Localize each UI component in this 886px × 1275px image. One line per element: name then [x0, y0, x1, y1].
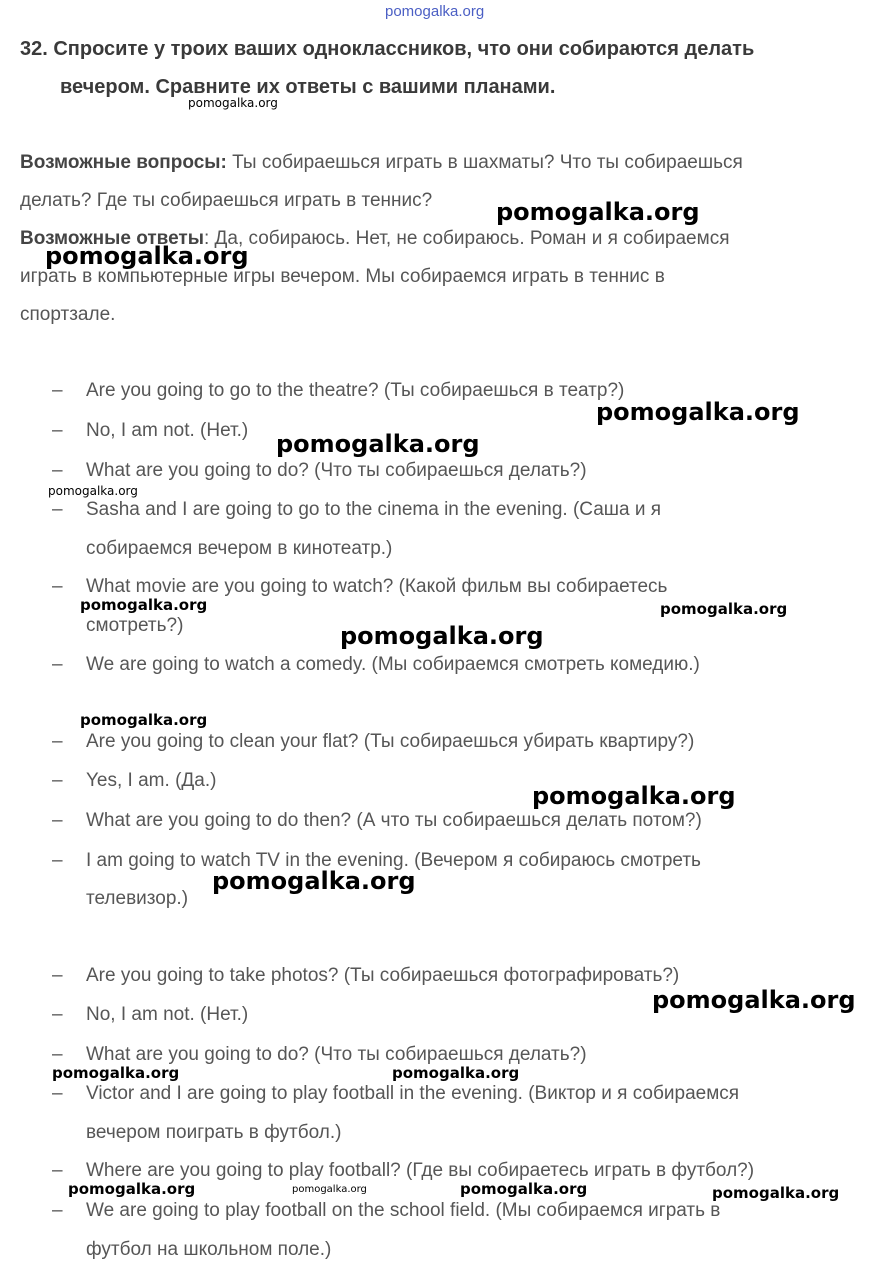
watermark: pomogalka.org: [292, 1184, 367, 1195]
watermark: pomogalka.org: [68, 1180, 196, 1198]
dialogue-3-line: We are going to play football on the school field. (Мы собираемся играть в: [86, 1200, 721, 1221]
dialogue-3-line: No, I am not. (Нет.): [86, 1004, 249, 1025]
answers-line-3: спортзале.: [20, 304, 116, 325]
answers-label: Возможные ответы: [20, 228, 204, 249]
dialogue-dash: –: [52, 731, 63, 752]
site-header[interactable]: pomogalka.org: [385, 3, 485, 20]
dialogue-1-line: собираемся вечером в кинотеатр.): [86, 538, 393, 559]
dialogue-2-line: What are you going to do then? (А что ты собираешься делать потом?): [86, 810, 702, 831]
watermark: pomogalka.org: [460, 1180, 588, 1198]
watermark: pomogalka.org: [532, 782, 736, 810]
dialogue-dash: –: [52, 576, 63, 597]
dialogue-3-line: Where are you going to play football? (Где вы собираетесь играть в футбол?): [86, 1160, 755, 1181]
questions-text: Ты собираешься играть в шахматы? Что ты собираешься: [226, 152, 743, 173]
questions-label: Возможные вопросы:: [20, 152, 227, 173]
dialogue-1-line: Are you going to go to the theatre? (Ты собираешься в театр?): [86, 380, 625, 401]
dialogue-1-line: Sasha and I are going to go to the cinema in the evening. (Саша и я: [86, 499, 662, 520]
dialogue-3-line: Victor and I are going to play football in the evening. (Виктор и я собираемся: [86, 1083, 740, 1104]
watermark: pomogalka.org: [392, 1064, 520, 1082]
watermark: pomogalka.org: [652, 986, 856, 1014]
dialogue-dash: –: [52, 770, 63, 791]
watermark: pomogalka.org: [496, 198, 700, 226]
dialogue-dash: –: [52, 420, 63, 441]
dialogue-2-line: Yes, I am. (Да.): [86, 770, 217, 791]
watermark: pomogalka.org: [80, 596, 208, 614]
watermark: pomogalka.org: [52, 1064, 180, 1082]
watermark: pomogalka.org: [276, 430, 480, 458]
task-title-line-2: вечером. Сравните их ответы с вашими планами.: [60, 76, 556, 98]
dialogue-dash: –: [52, 380, 63, 401]
dialogue-dash: –: [52, 1004, 63, 1025]
dialogue-1-line: смотреть?): [86, 615, 184, 636]
dialogue-2-line: I am going to watch TV in the evening. (Вечером я собираюсь смотреть: [86, 850, 701, 871]
dialogue-dash: –: [52, 499, 63, 520]
dialogue-dash: –: [52, 654, 63, 675]
watermark: pomogalka.org: [712, 1184, 840, 1202]
dialogue-dash: –: [52, 460, 63, 481]
dialogue-dash: –: [52, 1044, 63, 1065]
questions-line-2: делать? Где ты собираешься играть в теннис?: [20, 190, 433, 211]
dialogue-3-line: Are you going to take photos? (Ты собираешься фотографировать?): [86, 965, 680, 986]
watermark: pomogalka.org: [80, 711, 208, 729]
watermark: pomogalka.org: [660, 600, 788, 618]
watermark: pomogalka.org: [188, 96, 278, 110]
watermark: pomogalka.org: [45, 242, 249, 270]
dialogue-dash: –: [52, 850, 63, 871]
dialogue-1-line: What movie are you going to watch? (Какой фильм вы собираетесь: [86, 576, 668, 597]
dialogue-3-line: What are you going to do? (Что ты собираешься делать?): [86, 1044, 587, 1065]
watermark: pomogalka.org: [340, 622, 544, 650]
dialogue-dash: –: [52, 1160, 63, 1181]
dialogue-1-line: No, I am not. (Нет.): [86, 420, 249, 441]
questions-line-1: [20, 152, 743, 174]
dialogue-dash: –: [52, 965, 63, 986]
dialogue-3-line: футбол на школьном поле.): [86, 1239, 332, 1260]
dialogue-1-line: What are you going to do? (Что ты собираешься делать?): [86, 460, 587, 481]
watermark: pomogalka.org: [212, 867, 416, 895]
watermark: pomogalka.org: [596, 398, 800, 426]
dialogue-2-line: телевизор.): [86, 888, 189, 909]
dialogue-1-line: We are going to watch a comedy. (Мы собираемся смотреть комедию.): [86, 654, 700, 675]
dialogue-dash: –: [52, 810, 63, 831]
dialogue-dash: –: [52, 1083, 63, 1104]
task-title-line-1: 32. Спросите у троих ваших одноклассников, что они собираются делать: [20, 38, 755, 60]
dialogue-2-line: Are you going to clean your flat? (Ты собираешься убирать квартиру?): [86, 731, 695, 752]
answers-text: : Да, собираюсь. Нет, не собираюсь. Роман и я собираемся: [203, 228, 730, 249]
answers-line-2: играть в компьютерные игры вечером. Мы собираемся играть в теннис в: [20, 266, 665, 287]
dialogue-dash: –: [52, 1200, 63, 1221]
watermark: pomogalka.org: [48, 484, 138, 498]
dialogue-3-line: вечером поиграть в футбол.): [86, 1122, 342, 1143]
